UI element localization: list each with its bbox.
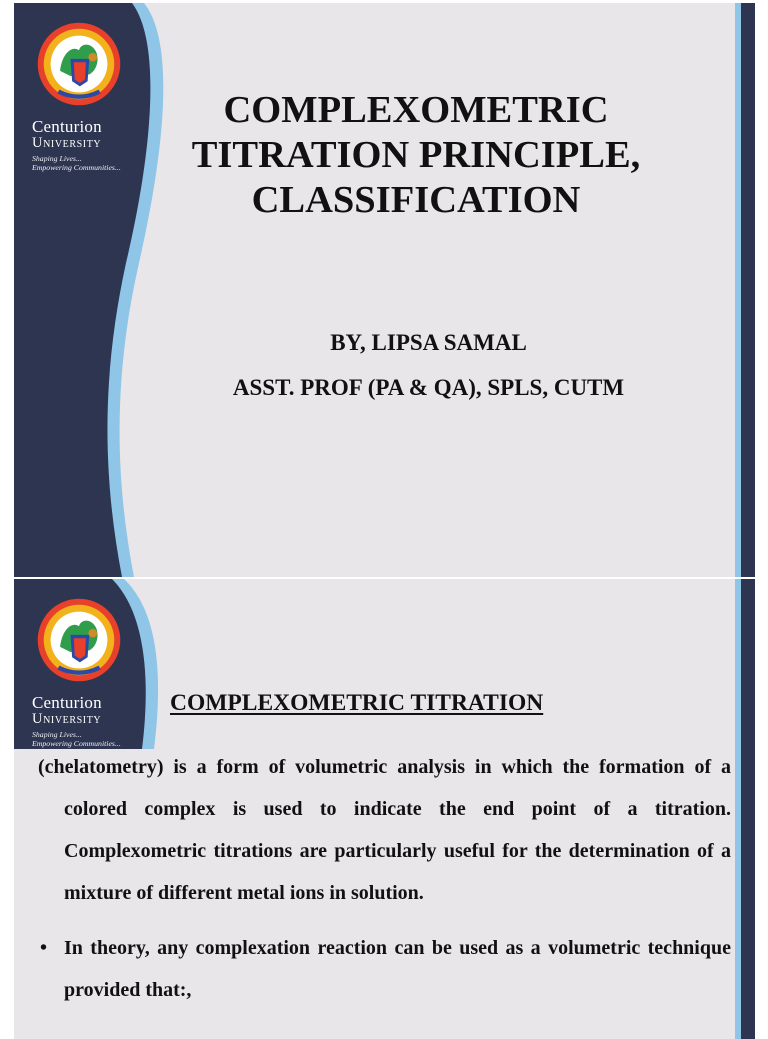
university-logo: [32, 21, 162, 173]
brand-tagline-1: Shaping Lives...: [32, 729, 82, 739]
brand-university: University: [32, 711, 102, 727]
university-seal-icon: [36, 21, 122, 107]
title-line-3: CLASSIFICATION: [251, 179, 581, 221]
university-logo: [32, 597, 162, 749]
bullet-icon: •: [40, 937, 48, 959]
university-seal-icon: [36, 597, 122, 683]
brand-name: Centurion: [32, 117, 102, 136]
slide-title: [166, 88, 666, 223]
definition-paragraph: (chelatometry) is a form of volumetric analysis in which the formation of a colored complex is used to indicate the end point of a titration. Complexometric titrations are particularly useful for the determination of a mixture of different metal ions in solution.: [38, 756, 731, 904]
slide-body: [38, 746, 731, 1011]
right-edge-stripe-dark: [741, 3, 755, 577]
brand-tagline-2: Empowering Communities...: [32, 739, 121, 749]
brand-university: University: [32, 135, 102, 151]
content-slide: [14, 579, 755, 1039]
brand-tagline-1: Shaping Lives...: [32, 153, 82, 163]
section-heading: COMPLEXOMETRIC TITRATION: [170, 690, 544, 716]
list-item: [38, 927, 731, 1011]
title-line-1: COMPLEXOMETRIC: [223, 89, 609, 131]
title-line-2: TITRATION PRINCIPLE,: [191, 134, 641, 176]
brand-tagline-2: Empowering Communities...: [32, 163, 121, 173]
title-slide: [14, 3, 755, 577]
author-name: BY, LIPSA SAMAL: [330, 330, 527, 355]
bullet-text: In theory, any complexation reaction can be used as a volumetric technique provided that:,: [64, 937, 731, 1001]
brand-name: Centurion: [32, 693, 102, 712]
right-edge-stripe-dark: [741, 579, 755, 1039]
author-designation: ASST. PROF (PA & QA), SPLS, CUTM: [232, 375, 625, 400]
